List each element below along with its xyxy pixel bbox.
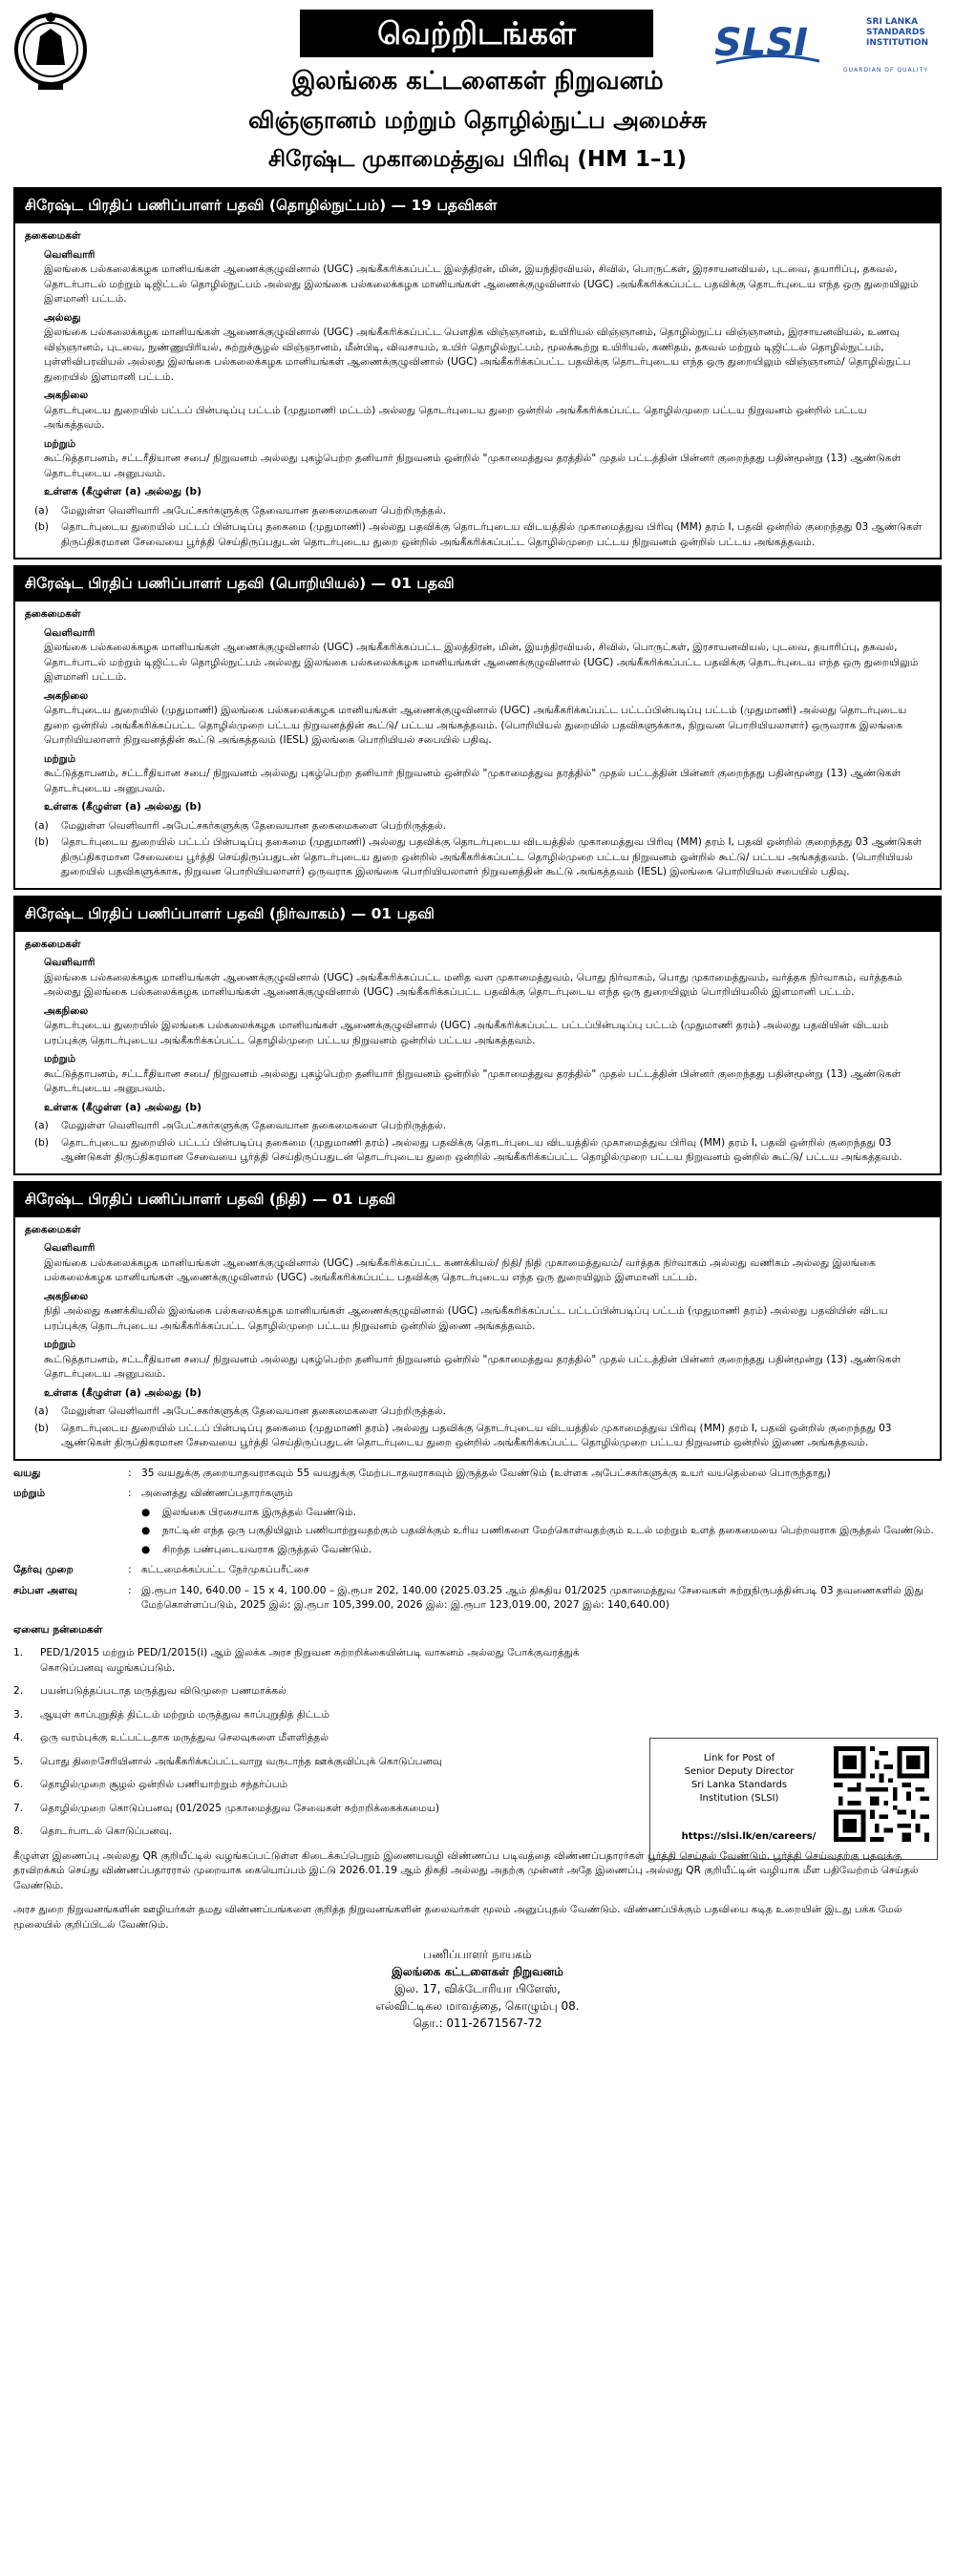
logo-text: SRI LANKA STANDARDS INSTITUTION — [866, 17, 928, 48]
benefit-number: 4. — [13, 1732, 24, 1743]
salary-text: இ.ரூபா 140, 640.00 – 15 x 4, 100.00 – இ.ரூபா 202, 140.00 (2025.03.25 ஆம் திகதிய 01/2025 முகாமைத்துவ சேவைகள் சுற்றுநிருபத்தின்படி 03 தவணைகளில் இது மேற்கொள்ளப்படும், 2025 இல்: இ.ரூபா 105,399.00, 2026 இல்: இ.ரூபா 123,019.00, 2027 இல்: 140,640.00) — [141, 1584, 923, 1611]
general-requirements: வயது : 35 வயதுக்கு குறையாதவராகவும் 55 வயதுக்கு மேற்படாதவராகவும் இருத்தல் வேண்டும் (உள்ளக அபேட்சகர்களுக்கு உயர் வயதெல்லை பொருந்தாது) மற்றும் : அனைத்து விண்ணப்பதாரர்களும் ● இலங்கை பிரசையாக இருத்தல் வேண்டும். ● நாட்டின் எந்த ஒரு பகுதியிலும் பணியாற்றுவதற்கும் பதவிக்கும் உரிய பணிகளை மேற்கொள்வதற்கும் உடல் மற்றும் உளத் தகைமையை பெற்றவராக இருத்தல் வேண்டும். ● சிறந்த பண்புடையவராக இருத்தல் வேண்டும். தேர்வு முறை : கட்டமைக்கப்பட்ட நேர்முகப்பரீட்சை சம்பள அளவு : இ.ரூபா 140, 640.00 – 15 x 4, 100.00 – இ.ரூபா 202, 140.00 (2025.03.25 ஆம் திகதிய 01/2025 முகாமைத்துவ சேவைகள் சுற்றுநிருபத்தின்படி 03 தவணைகளில் இது மேற்கொள்ளப்படும், 2025 இல்: இ.ரூபா 105,399.00, 2026 இல்: இ.ரூபா 123,019.00, 2027 இல்: 140,640.00) — [13, 1467, 942, 1614]
and-text: கூட்டுத்தாபனம், சட்டரீதியான சபை/ நிறுவனம் அல்லது புகழ்பெற்ற தனியார் நிறுவனம் ஒன்றில் "முகாமைத்துவ தரத்தில்" முதல் பட்டத்தின் பின்னர் குறைந்தது பதின்மூன்று (13) ஆண்டுகள் தொடர்புடைய அனுபவம். — [44, 768, 902, 794]
benefit-item: ஆயுள் காப்புறுதித் திட்டம் மற்றும் மருத்துவ காப்புறுதித் திட்டம் — [40, 1708, 330, 1721]
benefit-number: 8. — [13, 1826, 24, 1837]
internal-text: தொடர்புடைய துறையில் (முதுமாணி) இலங்கை பல்கலைக்கழக மானியங்கள் ஆணைக்குழுவினால் (UGC) அங்கீகரிக்கப்பட்ட பட்டப்பின்படிப்பு பட்டம் (முதுமாணி) அல்லது தொடர்புடைய துறை ஒன்றில் அங்கீகரிக்கப்பட்ட தொழில்முறை பட்டய நிறுவனத்தின் கூட்டு/ பட்டய அங்கத்தவம். (பொறியியல் துறையில் பதவிகளுக்காக, நிறுவன பொறியியலாளர்) ஒருவராக இலங்கை பொறியியலாளர் நிறுவனத்தின் கூட்டு அங்கத்தவம் (IESL) இலங்கை பொறியியல் சபையில் பதிவு. — [44, 705, 907, 746]
signatory-title: பணிப்பாளர் நாயகம் — [423, 1948, 532, 1961]
section-title: சிரேஷ்ட பிரதிப் பணிப்பாளர் பதவி (நிர்வாகம்) — 01 பதவி — [15, 897, 940, 932]
also-label: மற்றும் — [13, 1488, 46, 1499]
age-text: 35 வயதுக்கு குறையாதவராகவும் 55 வயதுக்கு மேற்படாதவராகவும் இருத்தல் வேண்டும் (உள்ளக அபேட்சகர்களுக்கு உயர் வயதெல்லை பொருந்தாது) — [141, 1467, 831, 1479]
benefit-number: 2. — [13, 1685, 24, 1697]
external-label: வெளிவாரி — [44, 1242, 96, 1254]
internal-text: தொடர்புடைய துறையில் இலங்கை பல்கலைக்கழக மானியங்கள் ஆணைக்குழுவினால் (UGC) அங்கீகரிக்கப்பட்ட பட்டப்பின்படிப்பு பட்டம் (முதுமாணி தரம்) அல்லது பதவியின் விடயம் பரப்புக்கு தொடர்புடைய அங்கீகரிக்கப்பட்ட தொழில்முறை பட்டய நிறுவனம் ஒன்றில் பட்டய அங்கத்தவம். — [44, 1020, 889, 1046]
internal-label: அகநிலை — [44, 689, 89, 702]
bullet-icon: ● — [141, 1543, 151, 1555]
item-marker: (b) — [34, 1422, 49, 1434]
benefit-item: தொடர்பாடல் கொடுப்பனவு. — [40, 1826, 173, 1837]
section-title: சிரேஷ்ட பிரதிப் பணிப்பாளர் பதவி (நிதி) — 01 பதவி — [15, 1183, 940, 1217]
method-label: தேர்வு முறை — [13, 1564, 74, 1575]
benefit-number: 7. — [13, 1802, 24, 1814]
benefits-title: ஏனைய நன்மைகள் — [13, 1623, 103, 1636]
section-finance — [13, 1181, 942, 1461]
advertisement — [13, 0, 942, 2032]
benefit-number: 1. — [13, 1647, 24, 1658]
vacancies-banner: வெற்றிடங்கள் — [300, 10, 653, 57]
benefit-item: தொழில்முறை கொடுப்பனவு (01/2025 முகாமைத்துவ சேவைகள் சுற்றறிக்கைக்கமைய) — [40, 1802, 440, 1814]
header — [13, 8, 942, 187]
logo-tagline: GUARDIAN OF QUALITY — [843, 67, 928, 74]
grade-title: சிரேஷ்ட முகாமைத்துவ பிரிவு (HM 1–1) — [268, 147, 687, 172]
qualifications-label: தகைமைகள் — [25, 938, 81, 950]
qualifications-label: தகைமைகள் — [25, 230, 81, 242]
item-marker: (b) — [34, 1136, 49, 1149]
item-a-text: மேலுள்ள வெளிவாரி அபேட்சகர்களுக்கு தேவையான தகைமைகளை பெற்றிருத்தல். — [61, 819, 446, 832]
internal-text: நிதி அல்லது கணக்கியலில் இலங்கை பல்கலைக்கழக மானியங்கள் ஆணைக்குழுவினால் (UGC) அங்கீகரிக்கப்பட்ட பட்டப்பின்படிப்பு பட்டம் (முதுமாணி தரம்) அல்லது பதவியின் விடய பரப்புக்கு தொடர்புடைய அங்கீகரிக்கப்பட்ட தொழில்முறை பட்டய நிறுவனம் ஒன்றில் இணை அங்கத்தவம். — [44, 1305, 888, 1332]
and-text: கூட்டுத்தாபனம், சட்டரீதியான சபை/ நிறுவனம் அல்லது புகழ்பெற்ற தனியார் நிறுவனம் ஒன்றில் "முகாமைத்துவ தரத்தில்" முதல் பட்டத்தின் பின்னர் குறைந்தது பதின்மூன்று (13) ஆண்டுகள் தொடர்புடைய அனுபவம். — [44, 453, 902, 479]
benefit-item: ஒரு வரம்புக்கு உட்பட்டதாக மருத்துவ செலவுகளை மீளளித்தல் — [40, 1732, 329, 1743]
signatory-org: இலங்கை கட்டளைகள் நிறுவனம் — [392, 1965, 563, 1978]
internal-condition: உள்ளக (கீழுள்ள (a) அல்லது (b) — [44, 801, 202, 813]
salary-label: சம்பள அளவு — [13, 1584, 77, 1596]
qualifications-label: தகைமைகள் — [25, 608, 81, 620]
external-label: வெளிவாரி — [44, 626, 96, 639]
also-text: அனைத்து விண்ணப்பதாரர்களும் — [141, 1488, 293, 1499]
internal-label: அகநிலை — [44, 1004, 89, 1017]
benefit-item: பொது திறைசேரியினால் அங்கீகரிக்கப்பட்டவாறு வருடாந்த ஊக்குவிப்புக் கொடுப்பனவு — [40, 1755, 442, 1767]
government-note: அரச துறை நிறுவனங்களின் ஊழியர்கள் தமது விண்ணப்பங்களை குறித்த நிறுவனங்களின் தலைவர்கள் மூலம் அனுப்புதல் வேண்டும். விண்ணப்பிக்கும் பதவியை கடித உறையின் இடது பக்க மேல் மூலையில் குறிப்பிடல் வேண்டும். — [13, 1904, 902, 1931]
qr-link-box[interactable] — [649, 1738, 938, 1860]
qr-caption-line: Senior Deputy Director — [684, 1765, 795, 1777]
telephone: தொ.: 011-2671567-72 — [413, 2016, 542, 2030]
other-benefits — [13, 1623, 942, 1840]
requirement-item: சிறந்த பண்புடையவராக இருத்தல் வேண்டும். — [162, 1543, 372, 1555]
benefit-number: 6. — [13, 1779, 24, 1790]
external-text: இலங்கை பல்கலைக்கழக மானியங்கள் ஆணைக்குழுவினால் (UGC) அங்கீகரிக்கப்பட்ட மனித வள முகாமைத்துவம், பொது நிர்வாகம், பொது முகாமைத்துவம், வர்த்தக நிர்வாகம், வர்த்தகம் அல்லது இலங்கை பல்கலைக்கழக மானியங்கள் ஆணைக்குழுவினால் (UGC) அங்கீகரிக்கப்பட்ட பதவிக்கு தொடர்புடைய எந்த ஒரு துறையிலும் பொறியியலில் இளமானி பட்டம். — [44, 971, 902, 998]
section-title: சிரேஷ்ட பிரதிப் பணிப்பாளர் பதவி (பொறியியல்) — 01 பதவி — [15, 567, 940, 602]
internal-condition: உள்ளக (கீழுள்ள (a) அல்லது (b) — [44, 486, 202, 497]
benefit-number: 3. — [13, 1708, 24, 1721]
internal-condition: உள்ளக (கீழுள்ள (a) அல்லது (b) — [44, 1386, 202, 1399]
qualifications-label: தகைமைகள் — [25, 1223, 81, 1235]
item-b-text: தொடர்புடைய துறையில் பட்டப் பின்படிப்பு தகைமை (முதுமாணி தரம்) அல்லது பதவிக்கு தொடர்புடைய விடயத்தில் முகாமைத்துவ பிரிவு (MM) தரம் I, பதவி ஒன்றில் குறைந்தது 03 ஆண்டுகள் திருப்திகரமான சேவையை பூர்த்தி செய்திருப்பதுடன் தொடர்புடைய துறை ஒன்றில் அங்கீகரிக்கப்பட்ட தொழில்முறை பட்டய நிறுவனம் ஒன்றில் கூட்டு/ பட்டய அங்கத்தவம். — [61, 1136, 902, 1163]
item-b-text: தொடர்புடைய துறையில் பட்டப் பின்படிப்பு தகைமை (முதுமாணி) அல்லது பதவிக்கு தொடர்புடைய விடயத்தில் முகாமைத்துவ பிரிவு (MM) தரம் I, பதவி ஒன்றில் குறைந்தது 03 ஆண்டுகள் திருப்திகரமான சேவையை பூர்த்தி செய்திருப்பதுடன் தொடர்புடைய துறை ஒன்றில் அங்கீகரிக்கப்பட்ட தொழில்முறை பட்டய நிறுவனம் ஒன்றில் கூட்டு/ பட்டய அங்கத்தவம். (பொறியியல் துறையில் பதவிகளுக்காக, நிறுவன பொறியியலாளர்) ஒருவராக இலங்கை பொறியியலாளர் நிறுவனத்தின் கூட்டு அங்கத்தவம் (IESL) இலங்கை பொறியியல் சபையில் பதிவு. — [61, 836, 923, 877]
careers-link[interactable]: https://slsi.lk/en/careers/ — [681, 1830, 817, 1842]
internal-label: அகநிலை — [44, 390, 89, 401]
and-label: மற்றும் — [44, 1053, 76, 1065]
external-text: இலங்கை பல்கலைக்கழக மானியங்கள் ஆணைக்குழுவினால் (UGC) அங்கீகரிக்கப்பட்ட கணக்கியல்/ நிதி/ நிதி முகாமைத்துவம்/ வர்த்தக நிர்வாகம் அல்லது வணிகம் அல்லது இலங்கை பல்கலைக்கழக மானியங்கள் ஆணைக்குழுவினால் (UGC) அங்கீகரிக்கப்பட்ட பதவிக்கு தொடர்புடைய எந்த ஒரு துறையிலும் இளமானி பட்டம். — [44, 1256, 876, 1283]
benefit-item: தொழில்முறை சூழல் ஒன்றில் பணியாற்றும் சந்தர்ப்பம் — [40, 1779, 288, 1790]
internal-condition: உள்ளக (கீழுள்ள (a) அல்லது (b) — [44, 1101, 202, 1113]
qr-caption-line: Sri Lanka Standards — [690, 1779, 788, 1790]
external-text: இலங்கை பல்கலைக்கழக மானியங்கள் ஆணைக்குழுவினால் (UGC) அங்கீகரிக்கப்பட்ட இலத்திரன், மின், இயந்திரவியல், சிவில், பொருட்கள், இரசாயனவியல், புடவை, தயாரிப்பு, தகவல், தொடர்பாடல் மற்றும் டிஜிட்டல் தொழில்நுட்பம் அல்லது இலங்கை பல்கலைக்கழக மானியங்கள் ஆணைக்குழுவினால் (UGC) அங்கீகரிக்கப்பட்ட பதவிக்கு தொடர்புடைய எந்த ஒரு துறையிலும் இளமானி பட்டம். — [44, 264, 919, 305]
external-text: இலங்கை பல்கலைக்கழக மானியங்கள் ஆணைக்குழுவினால் (UGC) அங்கீகரிக்கப்பட்ட இலத்திரன், மின், இயந்திரவியல், சிவில், பொருட்கள், இரசாயனவியல், புடவை, தயாரிப்பு, தகவல், தொடர்பாடல் மற்றும் டிஜிட்டல் தொழில்நுட்பம் அல்லது இலங்கை பல்கலைக்கழக மானியங்கள் ஆணைக்குழுவினால் (UGC) அங்கீகரிக்கப்பட்ட பதவிக்கு தொடர்புடைய எந்த ஒரு துறையிலும் இளமானி பட்டம். — [44, 642, 919, 683]
external-label: வெளிவாரி — [44, 248, 96, 261]
section-administration — [13, 896, 942, 1175]
item-b-text: தொடர்புடைய துறையில் பட்டப் பின்படிப்பு தகைமை (முதுமாணி) அல்லது பதவிக்கு தொடர்புடைய விடயத்தில் முகாமைத்துவ பிரிவு (MM) தரம் I, பதவி ஒன்றில் குறைந்தது 03 ஆண்டுகள் திருப்திகரமான சேவையை பூர்த்தி செய்திருப்பதுடன் தொடர்புடைய துறை ஒன்றில் அங்கீகரிக்கப்பட்ட தொழில்முறை பட்டய நிறுவனம் ஒன்றில் பட்டய அங்கத்தவம். — [61, 521, 923, 548]
internal-label: அகநிலை — [44, 1290, 89, 1302]
section-engineering — [13, 565, 942, 890]
item-marker: (a) — [34, 819, 49, 832]
age-label: வயது — [13, 1467, 41, 1479]
benefit-item: PED/1/2015 மற்றும் PED/1/2015(i) ஆம் இலக்க அரச நிறுவன சுற்றறிக்கையின்படி வாகனம் அல்லது போக்குவரத்துக் கொடுப்பனவு வழங்கப்படும். — [40, 1647, 580, 1674]
svg-text:SLSI: SLSI — [714, 21, 808, 65]
benefit-item: பயன்படுத்தப்படாத மருத்துவ விடுமுறை பணமாக்கல் — [40, 1685, 286, 1697]
or-label: அல்லது — [44, 311, 81, 324]
and-text: கூட்டுத்தாபனம், சட்டரீதியான சபை/ நிறுவனம் அல்லது புகழ்பெற்ற தனியார் நிறுவனம் ஒன்றில் "முகாமைத்துவ தரத்தில்" முதல் பட்டத்தின் பின்னர் குறைந்தது பதின்மூன்று (13) ஆண்டுகள் தொடர்புடைய அனுபவம். — [44, 1067, 902, 1094]
item-marker: (a) — [34, 1120, 49, 1131]
qr-caption-line: Institution (SLSI) — [699, 1792, 779, 1804]
bullet-icon: ● — [141, 1506, 151, 1518]
ministry-title: விஞ்ஞானம் மற்றும் தொழில்நுட்ப அமைச்சு — [248, 107, 707, 134]
qr-code-icon[interactable] — [834, 1746, 929, 1842]
bullet-icon: ● — [141, 1525, 151, 1536]
requirement-item: இலங்கை பிரசையாக இருத்தல் வேண்டும். — [162, 1506, 356, 1518]
signature-block — [13, 1946, 942, 2032]
application-instructions: கீழுள்ள இணைப்பு அல்லது QR குறியீட்டில் வழங்கப்பட்டுள்ள கிடைக்கப்பெறும் இணையவழி விண்ணப்ப படிவத்தை விண்ணப்பதாரர்கள் பூர்த்தி செய்தல் வேண்டும். பூர்த்தி செய்வதற்கு பதவுக்கு தரவிறக்கம் செய்து விண்ணப்பதாரரால் முறையாக கையொப்பம் இட்டு 2026.01.19 ஆம் திகதி அல்லது அதற்கு முன்னர் அதே இணைப்பு அல்லது QR குறியீட்டின் வழியாக மீள பதிவேற்றம் செய்தல் வேண்டும். — [13, 1849, 919, 1891]
internal-text: தொடர்புடைய துறையில் பட்டப் பின்படிப்பு பட்டம் (முதுமாணி மட்டம்) அல்லது தொடர்புடைய துறை ஒன்றில் அங்கீகரிக்கப்பட்ட தொழில்முறை பட்டய நிறுவனம் ஒன்றில் பட்டய அங்கத்தவம். — [44, 404, 867, 431]
item-b-text: தொடர்புடைய துறையில் பட்டப் பின்படிப்பு தகைமை (முதுமாணி தரம்) அல்லது பதவிக்கு தொடர்புடைய விடயத்தில் முகாமைத்துவ பிரிவு (MM) தரம் I, பதவி ஒன்றில் குறைந்தது 03 ஆண்டுகள் திருப்திகரமான சேவையை பூர்த்தி செய்திருப்பதுடன் தொடர்புடைய துறை ஒன்றில் அங்கீகரிக்கப்பட்ட தொழில்முறை பட்டய நிறுவனம் ஒன்றில் இணை அங்கத்தவம். — [61, 1422, 892, 1448]
qr-caption — [658, 1752, 820, 1805]
item-marker: (a) — [34, 1405, 49, 1417]
and-label: மற்றும் — [44, 752, 76, 765]
and-label: மற்றும் — [44, 437, 76, 450]
address-line: இல. 17, விக்டோரியா பிளேஸ், — [394, 1982, 561, 1995]
item-marker: (b) — [34, 521, 49, 533]
item-marker: (b) — [34, 836, 49, 848]
address-line: எல்விட்டிகல மாவத்தை, கொழும்பு 08. — [375, 1999, 580, 2013]
and-text: கூட்டுத்தாபனம், சட்டரீதியான சபை/ நிறுவனம் அல்லது புகழ்பெற்ற தனியார் நிறுவனம் ஒன்றில் "முகாமைத்துவ தரத்தில்" முதல் பட்டத்தின் பின்னர் குறைந்தது பதின்மூன்று (13) ஆண்டுகள் தொடர்புடைய அனுபவம். — [44, 1353, 902, 1380]
organization-title: இலங்கை கட்டளைகள் நிறுவனம் — [291, 67, 664, 95]
item-a-text: மேலுள்ள வெளிவாரி அபேட்சகர்களுக்கு தேவையான தகைமைகளை பெற்றிருத்தல். — [61, 1120, 446, 1131]
item-a-text: மேலுள்ள வெளிவாரி அபேட்சகர்களுக்கு தேவையான தகைமைகளை பெற்றிருத்தல். — [61, 1405, 446, 1417]
qr-caption-line: Link for Post of — [703, 1752, 775, 1763]
and-label: மற்றும் — [44, 1339, 76, 1350]
requirement-item: நாட்டின் எந்த ஒரு பகுதியிலும் பணியாற்றுவதற்கும் பதவிக்கும் உரிய பணிகளை மேற்கொள்வதற்கும் உடல் மற்றும் உளத் தகைமையை பெற்றவராக இருத்தல் வேண்டும். — [162, 1525, 934, 1536]
method-text: கட்டமைக்கப்பட்ட நேர்முகப்பரீட்சை — [141, 1564, 309, 1575]
item-marker: (a) — [34, 504, 49, 517]
item-a-text: மேலுள்ள வெளிவாரி அபேட்சகர்களுக்கு தேவையான தகைமைகளை பெற்றிருத்தல். — [61, 504, 446, 517]
external-label: வெளிவாரி — [44, 957, 96, 968]
benefit-number: 5. — [13, 1755, 24, 1767]
section-technology — [13, 187, 942, 560]
section-title: சிரேஷ்ட பிரதிப் பணிப்பாளர் பதவி (தொழில்நுட்பம்) — 19 பதவிகள் — [15, 189, 940, 223]
or-text: இலங்கை பல்கலைக்கழக மானியங்கள் ஆணைக்குழுவினால் (UGC) அங்கீகரிக்கப்பட்ட பௌதிக விஞ்ஞானம், உயிரியல் விஞ்ஞானம், தொழில்நுட்ப விஞ்ஞானம், இரசாயனவியல், உணவு விஞ்ஞானம், புடவை, நுண்ணுயிரியல், சுற்றுச்சூழல் விஞ்ஞானம், மீன்பிடி, விவசாயம், உயிர் தொழில்நுட்பம், மூலக்கூற்று உயிரியல், கணிதம், தகவல் மற்றும் டிஜிட்டல் தொழில்நுட்பம், புள்ளிவிபரவியல் அல்லது இலங்கை பல்கலைக்கழக மானியங்கள் ஆணைக்குழுவினால் (UGC) அங்கீகரிக்கப்பட்ட பதவிக்கு தொடர்புடைய எந்த ஒரு துறையிலும் விஞ்ஞானம்/ தொழில்நுட்ப துறையில் இளமானி பட்டம். — [44, 327, 911, 383]
